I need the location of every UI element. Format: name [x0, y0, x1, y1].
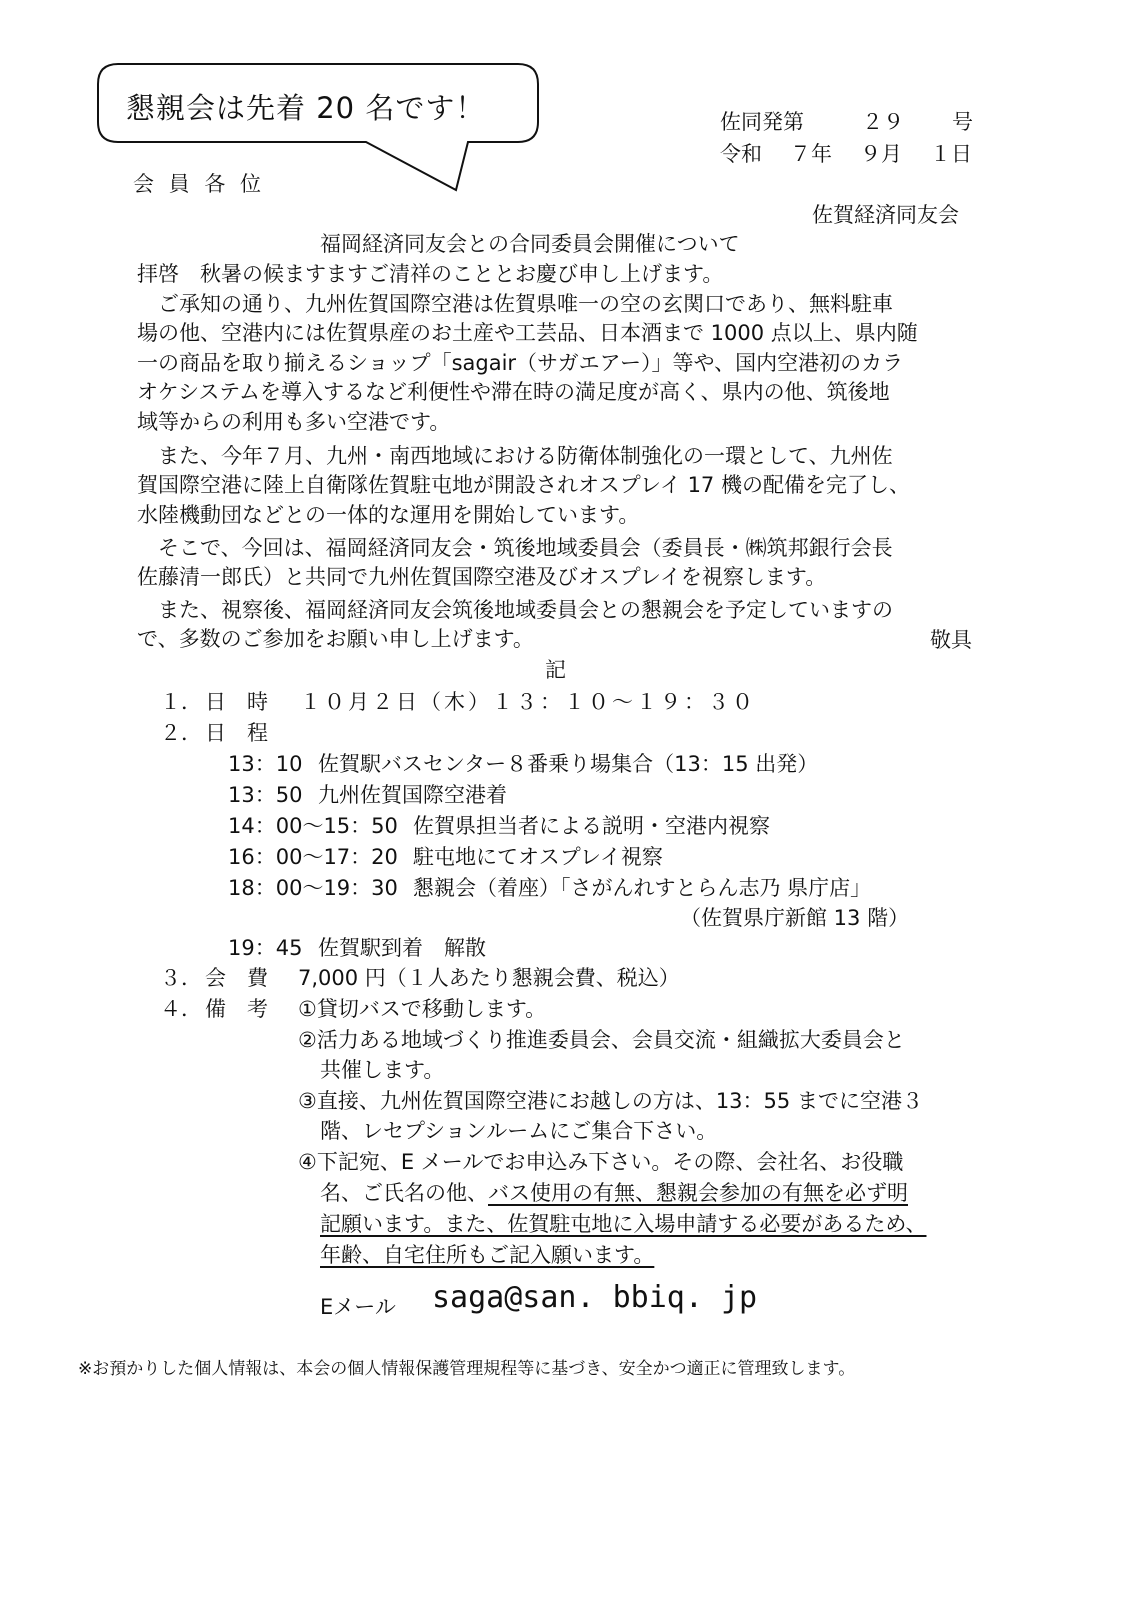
item-number: ４．	[160, 997, 202, 1021]
item-label-datetime: 日 時	[205, 690, 268, 714]
body-line: ご承知の通り、九州佐賀国際空港は佐賀県唯一の空の玄関口であり、無料駐車	[137, 292, 893, 316]
note-4-cont	[320, 1179, 908, 1208]
schedule-time: 13：10	[228, 752, 303, 776]
page-title: 福岡経済同友会との合同委員会開催について	[320, 232, 740, 256]
date-year: ７年	[790, 142, 832, 166]
date-era: 令和	[720, 142, 762, 166]
body-paragraph-3	[137, 534, 999, 593]
item-label-fee: 会 費	[205, 966, 268, 990]
body-line: 場の他、空港内には佐賀県産のお土産や工芸品、日本酒まで 1000 点以上、県内随	[137, 321, 918, 346]
item-number: ２．	[160, 721, 202, 745]
body-line: オケシステムを導入するなど利便性や滞在時の満足度が高く、県内の他、筑後地	[137, 380, 890, 405]
note-4-underlined: バス使用の有無、懇親会参加の有無を必ず明	[488, 1181, 908, 1205]
item-value-fee: 7,000 円（１人あたり懇親会費、税込）	[298, 966, 680, 990]
schedule-time: 19：45	[228, 936, 303, 960]
body-paragraph-1	[137, 290, 999, 437]
schedule-time: 18：00～19：30	[228, 876, 398, 900]
schedule-desc: 佐賀駅到着 解散	[318, 936, 486, 960]
ki-heading: 記	[545, 658, 566, 682]
note-3: ③直接、九州佐賀国際空港にお越しの方は、13：55 までに空港３	[298, 1089, 923, 1113]
date-day: １日	[930, 142, 972, 166]
doc-number-label: 佐同発第	[720, 110, 804, 134]
item-label-notes: 備 考	[205, 997, 268, 1021]
body-line: 賀国際空港に陸上自衛隊佐賀駐屯地が開設されオスプレイ 17 機の配備を完了し、	[137, 473, 910, 498]
closing: 敬具	[930, 628, 972, 652]
body-line: 佐藤清一郎氏）と共同で九州佐賀国際空港及びオスプレイを視察します。	[137, 565, 827, 590]
body-paragraph-4	[137, 596, 999, 655]
privacy-footnote: ※お預かりした個人情報は、本会の個人情報保護管理規程等に基づき、安全かつ適正に管理致します。	[78, 1359, 856, 1379]
addressee: 会 員 各 位	[133, 172, 266, 196]
note-4: ④下記宛、E メールでお申込み下さい。その際、会社名、お役職	[298, 1150, 904, 1174]
note-1: ①貸切バスで移動します。	[298, 997, 547, 1021]
schedule-desc: 懇親会（着座）「さがんれすとらん志乃 県庁店」	[413, 876, 872, 900]
body-line: 一の商品を取り揃えるショップ「sagair（サガエアー）」等や、国内空港初のカラ	[137, 350, 904, 375]
body-line: で、多数のご参加をお願い申し上げます。	[137, 627, 534, 652]
schedule-desc: 九州佐賀国際空港着	[318, 783, 507, 807]
schedule-desc: 佐賀駅バスセンター８番乗り場集合（13：15 出発）	[318, 752, 819, 776]
note-4-plain: 名、ご氏名の他、	[320, 1181, 488, 1205]
greeting: 拝啓 秋暑の候ますますご清祥のこととお慶び申し上げます。	[137, 262, 724, 286]
body-paragraph-2	[137, 442, 999, 530]
schedule-desc: 駐屯地にてオスプレイ視察	[413, 845, 663, 869]
schedule-time: 16：00～17：20	[228, 845, 398, 869]
schedule-desc: 佐賀県担当者による説明・空港内視察	[413, 814, 770, 838]
body-line: そこで、今回は、福岡経済同友会・筑後地域委員会（委員長・㈱筑邦銀行会長	[137, 536, 893, 560]
callout-text: 懇親会は先着 20 名です！	[126, 91, 486, 125]
note-4-underlined-line: 年齢、自宅住所もご記入願います。	[320, 1243, 655, 1267]
sender: 佐賀経済同友会	[812, 203, 959, 227]
email-label: Eメール	[320, 1295, 396, 1319]
body-line: また、視察後、福岡経済同友会筑後地域委員会との懇親会を予定していますの	[137, 598, 893, 622]
email-address[interactable]: saga@san. bbiq. jp	[432, 1280, 758, 1315]
doc-number-suffix: 号	[952, 110, 973, 134]
item-value-datetime: １０月２日（木）１３：１０～１９：３０	[300, 690, 756, 714]
body-line: また、今年７月、九州・南西地域における防衛体制強化の一環として、九州佐	[137, 444, 893, 468]
note-4-underlined-line: 記願います。また、佐賀駐屯地に入場申請する必要があるため、	[320, 1212, 927, 1236]
schedule-time: 13：50	[228, 783, 303, 807]
item-number: ３．	[160, 966, 202, 990]
schedule-venue-note: （佐賀県庁新館 13 階）	[680, 906, 910, 930]
schedule-time: 14：00～15：50	[228, 814, 398, 838]
body-line: 域等からの利用も多い空港です。	[137, 409, 451, 434]
note-2: ②活力ある地域づくり推進委員会、会員交流・組織拡大委員会と	[298, 1028, 905, 1052]
item-label-schedule: 日 程	[205, 721, 268, 745]
note-2-cont: 共催します。	[320, 1058, 445, 1082]
item-number: １．	[160, 690, 202, 714]
doc-number: ２９	[862, 110, 904, 134]
body-line: 水陸機動団などとの一体的な運用を開始しています。	[137, 502, 640, 527]
date-month: ９月	[860, 142, 902, 166]
note-3-cont: 階、レセプションルームにご集合下さい。	[320, 1119, 718, 1143]
